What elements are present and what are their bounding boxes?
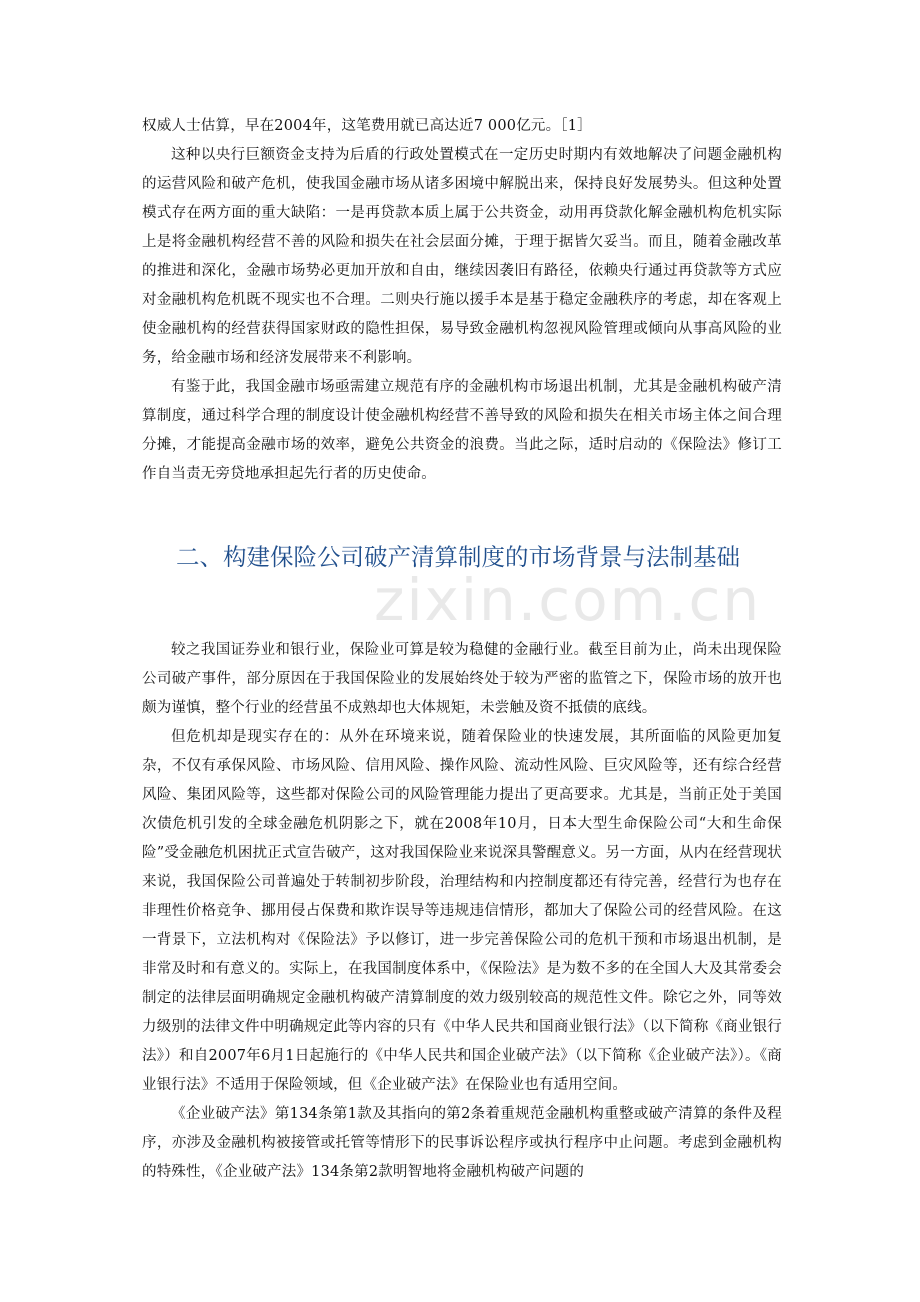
paragraph-6: 《企业破产法》第134条第1款及其指向的第2条着重规范金融机构重整或破产清算的条件及程序，亦涉及金融机构被接管或托管等情形下的民事诉讼程序或执行程序中止问题。考虑到金融机构的特殊性，《企业破产法》134条第2款明智地将金融机构破产问题的 [142, 1106, 782, 1180]
paragraph-5: 但危机却是现实存在的：从外在环境来说，随着保险业的快速发展，其所面临的风险更加复杂，不仅有承保风险、市场风险、信用风险、操作风险、流动性风险、巨灾风险等，还有综合经营风险、集团风险等，这些都对保险公司的风险管理能力提出了更高要求。尤其是，当前正处于美国次债危机引发的全球金融危机阴影之下，就在2008年10月，日本大型生命保险公司“大和生命保险”受金融危机困扰正式宣告破产，这对我国保险业来说深具警醒意义。另一方面，从内在经营现状来说，我国保险公司普遍处于转制初步阶段，治理结构和内控制度都还有待完善，经营行为也存在非理性价格竞争、挪用侵占保费和欺诈误导等违规违信情形，都加大了保险公司的经营风险。在这一背景下，立法机构对《保险法》予以修订，进一步完善保险公司的危机干预和市场退出机制，是非常及时和有意义的。实际上，在我国制度体系中，《保险法》是为数不多的在全国人大及其常委会制定的法律层面明确规定金融机构破产清算制度的效力级别较高的规范性文件。除它之外，同等效力级别的法律文件中明确规定此等内容的只有《中华人民共和国商业银行法》（以下简称《商业银行法》）和自2007年6月1日起施行的《中华人民共和国企业破产法》（以下简称《企业破产法》）。《商业银行法》不适用于保险领域，但《企业破产法》在保险业也有适用空间。 [142, 729, 782, 1093]
paragraph-4: 较之我国证券业和银行业，保险业可算是较为稳健的金融行业。截至目前为止，尚未出现保险公司破产事件，部分原因在于我国保险业的发展始终处于较为严密的监管之下，保险市场的放开也颇为谨慎，整个行业的经营虽不成熟却也大体规矩，未尝触及资不抵债的底线。 [142, 642, 782, 716]
paragraph-2: 这种以央行巨额资金支持为后盾的行政处置模式在一定历史时期内有效地解决了问题金融机构的运营风险和破产危机，使我国金融市场从诸多困境中解脱出来，保持良好发展势头。但这种处置模式存在两方面的重大缺陷：一是再贷款本质上属于公共资金，动用再贷款化解金融机构危机实际上是将金融机构经营不善的风险和损失在社会层面分摊，于理于据皆欠妥当。而且，随着金融改革的推进和深化，金融市场势必更加开放和自由，继续因袭旧有路径，依赖央行通过再贷款等方式应对金融机构危机既不现实也不合理。二则央行施以援手本是基于稳定金融秩序的考虑，却在客观上使金融机构的经营获得国家财政的隐性担保，易导致金融机构忽视风险管理或倾向从事高风险的业务，给金融市场和经济发展带来不利影响。 [142, 147, 782, 366]
section-heading: 二、构建保险公司破产清算制度的市场背景与法制基础 [176, 543, 740, 571]
paragraph-1: 权威人士估算，早在2004年，这笔费用就已高达近7 000亿元。［1］ [142, 118, 592, 134]
paragraph-3: 有鉴于此，我国金融市场亟需建立规范有序的金融机构市场退出机制，尤其是金融机构破产清算制度，通过科学合理的制度设计使金融机构经营不善导致的风险和损失在相关市场主体之间合理分摊，才能提高金融市场的效率，避免公共资金的浪费。当此之际，适时启动的《保险法》修订工作自当责无旁贷地承担起先行者的历史使命。 [142, 379, 782, 482]
section-heading-wrap [142, 541, 782, 573]
watermark: zixin.com.cn [374, 566, 762, 634]
document-body [142, 112, 782, 1187]
